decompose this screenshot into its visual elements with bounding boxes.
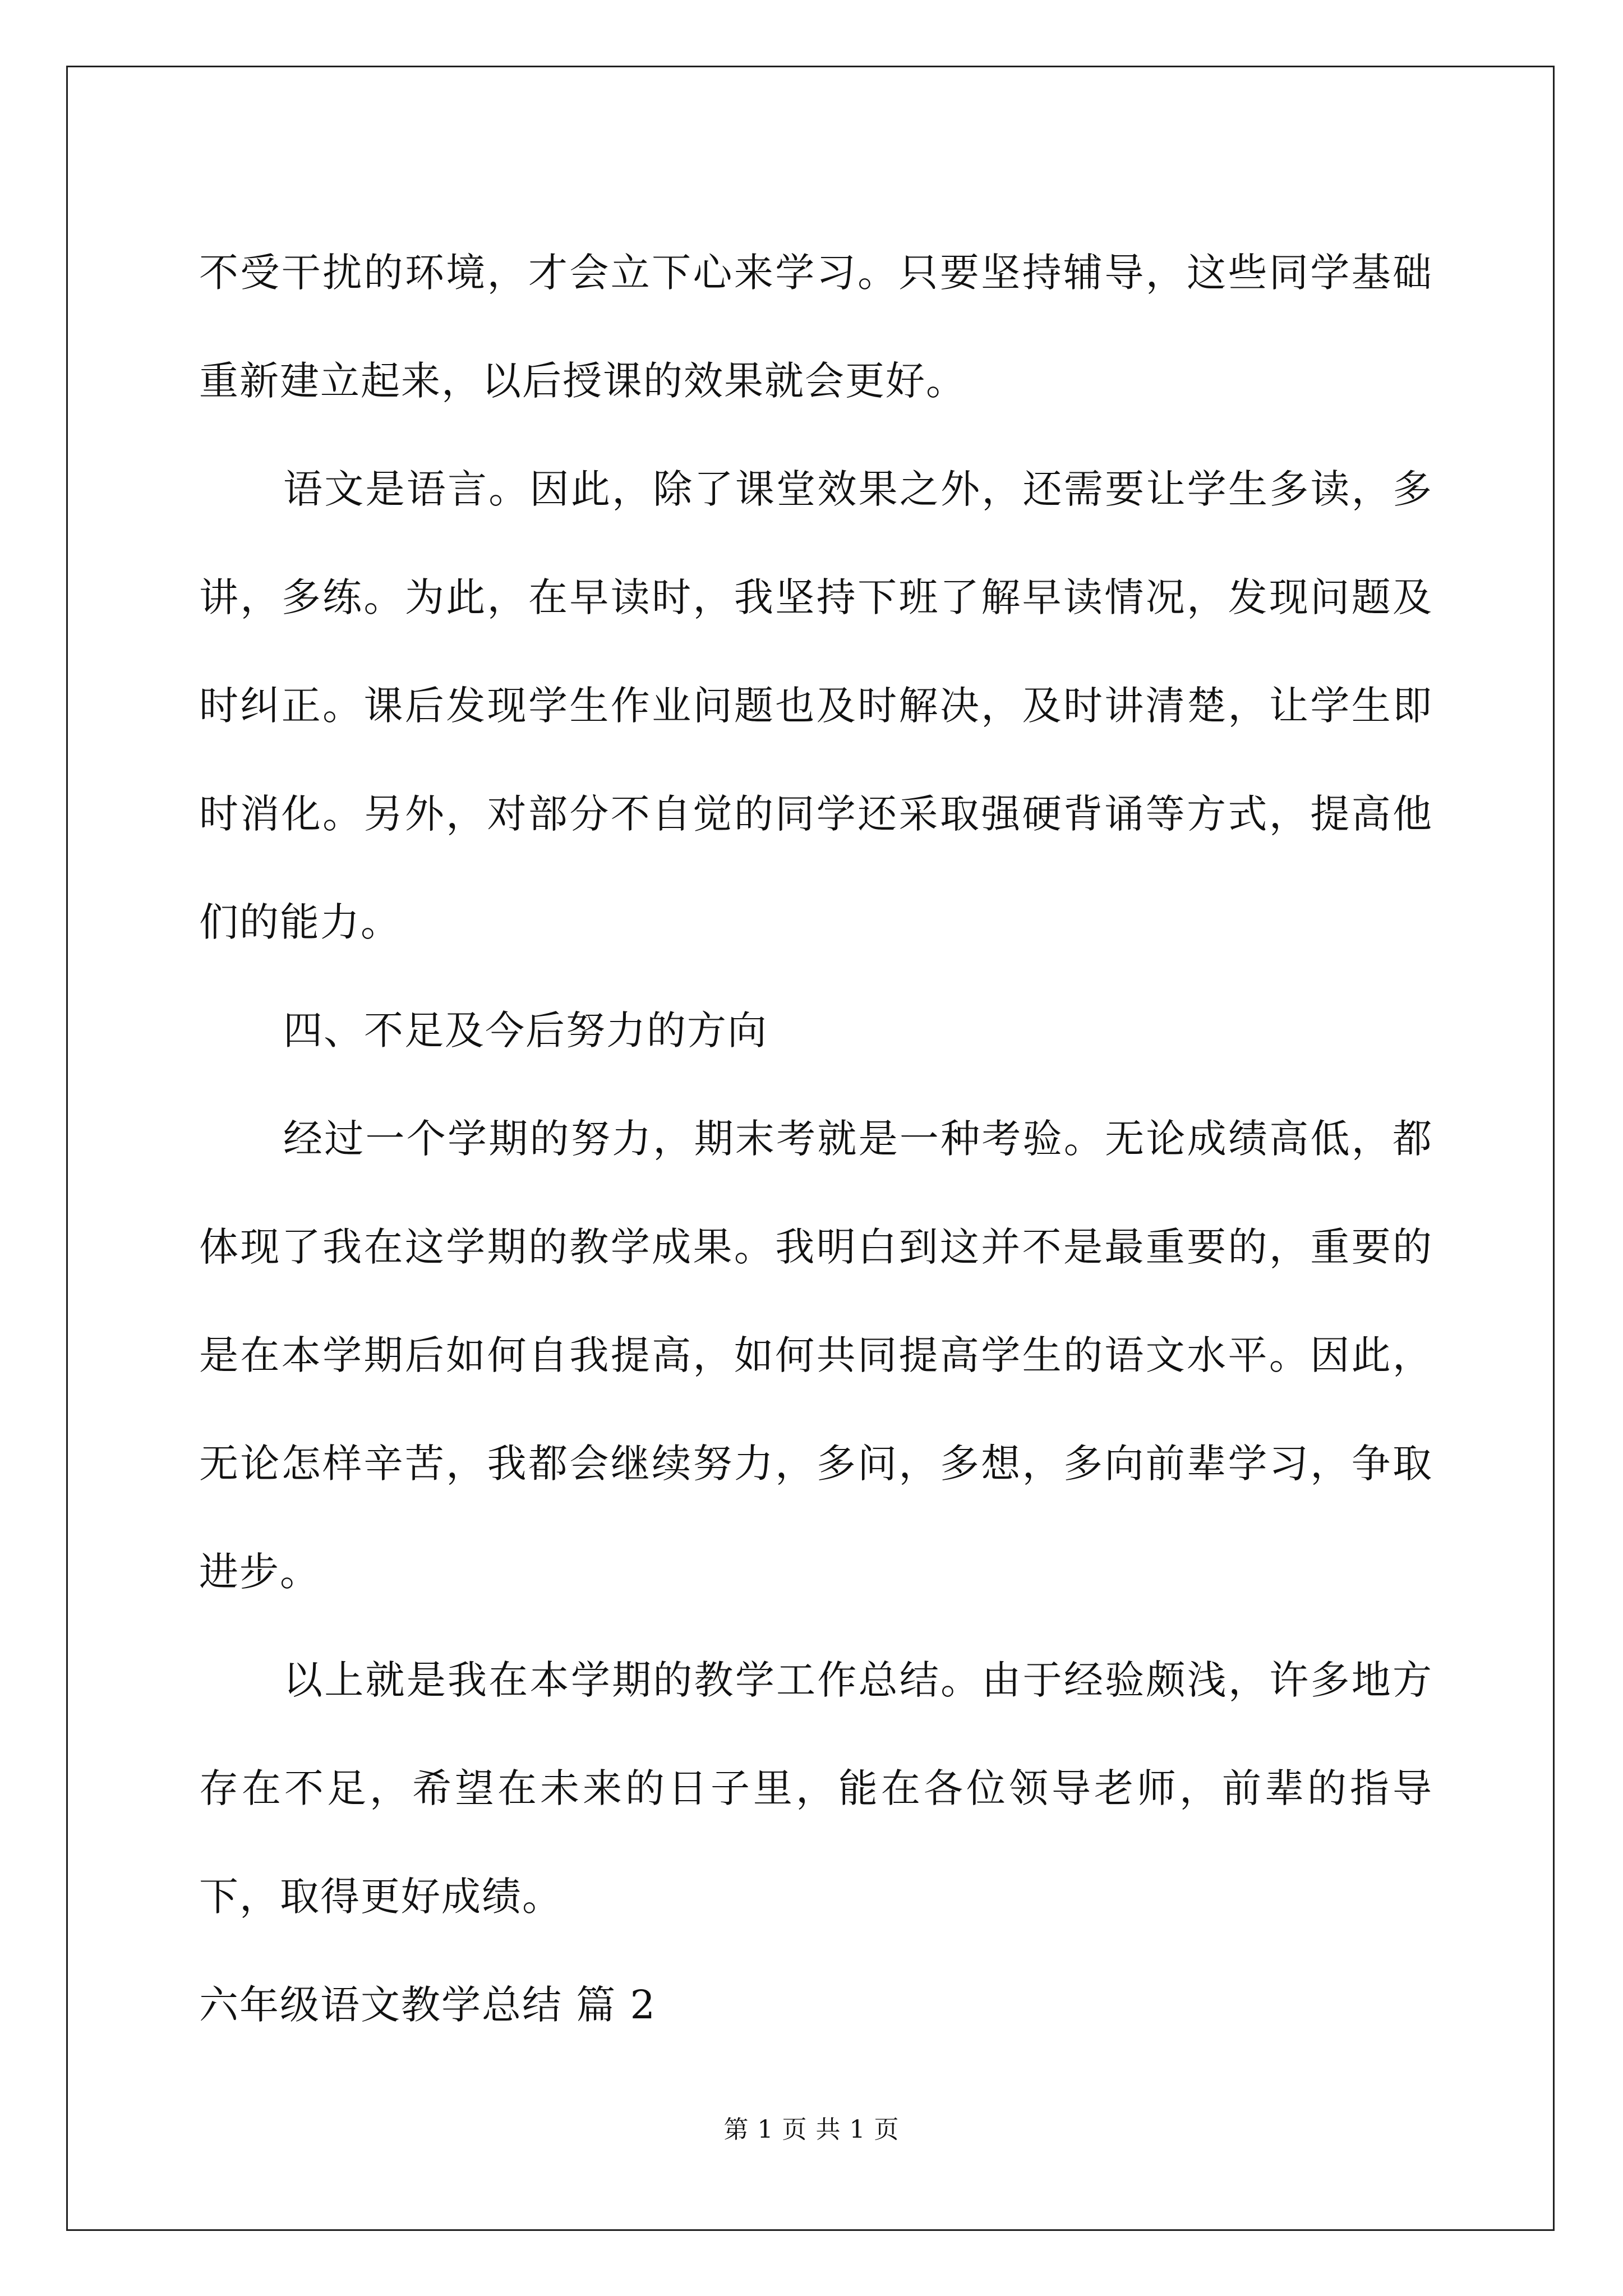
paragraph-4: 以上就是我在本学期的教学工作总结。由于经验颇浅，许多地方存在不足，希望在未来的日子里，能在各位领导老师，前辈的指导下，取得更好成绩。 (199, 1657, 1433, 1920)
document-body (199, 219, 1433, 2059)
next-section-title: 六年级语文教学总结 篇 2 (199, 1982, 657, 2028)
page-footer: 第 1 页 共 1 页 (723, 2115, 900, 2144)
paragraph-2: 语文是语言。因此，除了课堂效果之外，还需要让学生多读，多讲，多练。为此，在早读时，我坚持下班了解早读情况，发现问题及时纠正。课后发现学生作业问题也及时解决，及时讲清楚，让学生即时消化。另外，对部分不自觉的同学还采取强硬背诵等方式，提高他们的能力。 (199, 466, 1433, 945)
paragraph-3: 经过一个学期的努力，期末考就是一种考验。无论成绩高低，都体现了我在这学期的教学成果。我明白到这并不是最重要的，重要的是在本学期后如何自我提高，如何共同提高学生的语文水平。因此，无论怎样辛苦，我都会继续努力，多问，多想，多向前辈学习，争取进步。 (199, 1116, 1433, 1595)
paragraph-1: 不受干扰的环境，才会立下心来学习。只要坚持辅导，这些同学基础重新建立起来，以后授课的效果就会更好。 (199, 250, 1433, 404)
section-heading-four: 四、不足及今后努力的方向 (283, 1007, 768, 1053)
